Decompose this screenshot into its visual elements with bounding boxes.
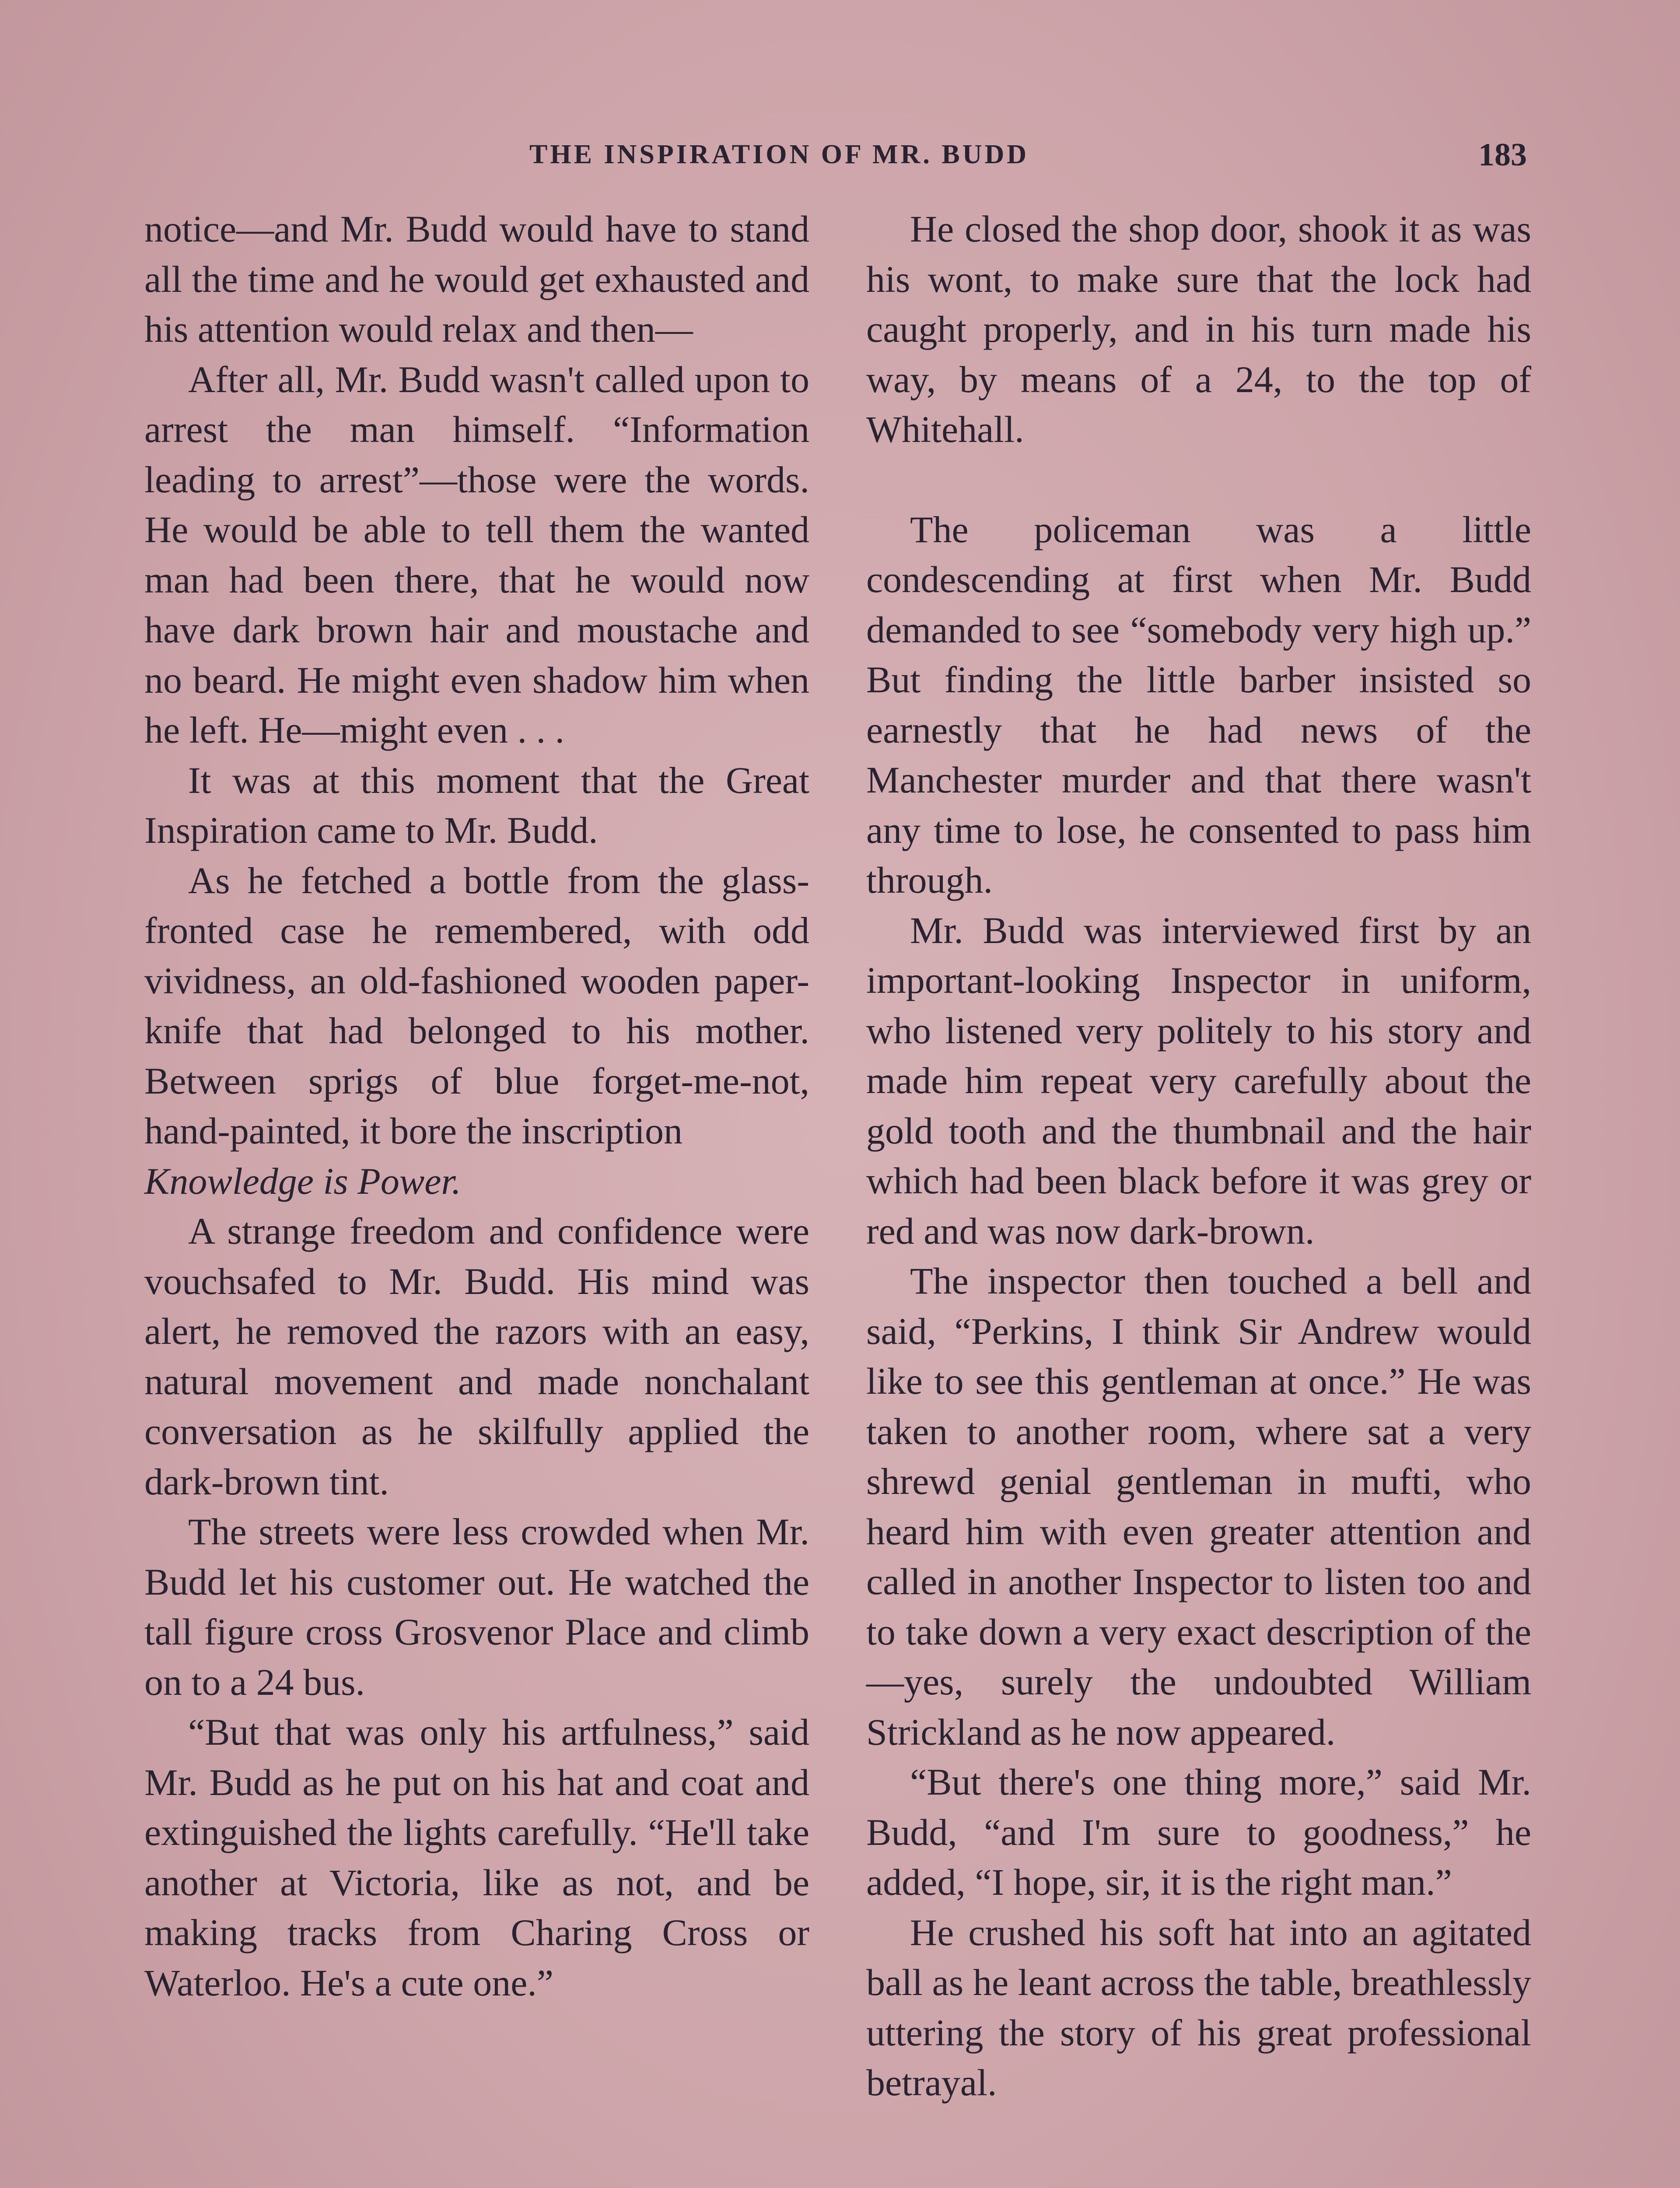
left-column xyxy=(144,204,809,2008)
running-head xyxy=(0,139,1680,174)
paragraph: “But that was only his artfulness,” said Mr. Budd as he put on his hat and coat and extinguished the lights carefully. “He'll take another at Victoria, like as not, and be making tracks from Charing Cross or Waterloo. He's a cute one.” xyxy=(144,1711,809,2004)
paragraph: The inspector then touched a bell and said, “Perkins, I think Sir Andrew would like to see this gentleman at once.” He was taken to another room, where sat a very shrewd genial gentleman in mufti, who heard him with even greater attention and called in another Inspector to listen too and to take down a very exact description of the—yes, surely the undoubted William Strickland as he now appeared. xyxy=(866,1260,1531,1753)
paragraph: notice—and Mr. Budd would have to stand all the time and he would get exhausted and his attention would relax and then— xyxy=(144,208,809,350)
paragraph: A strange freedom and confidence were vouchsafed to Mr. Budd. His mind was alert, he removed the razors with an easy, natural movement and made nonchalant conversation as he skilfully applied the dark-brown tint. xyxy=(144,1210,809,1503)
paragraph: “But there's one thing more,” said Mr. Budd, “and I'm sure to goodness,” he added, “I hope, sir, it is the right man.” xyxy=(866,1761,1531,1903)
paragraph: Mr. Budd was interviewed first by an important-looking Inspector in uniform, who listened very politely to his story and made him repeat very carefully about the gold tooth and the thumbnail and the hair which had been black before it was grey or red and was now dark-brown. xyxy=(866,909,1531,1252)
running-title: THE INSPIRATION OF MR. BUDD xyxy=(529,140,1029,169)
paragraph: He closed the shop door, shook it as was his wont, to make sure that the lock had caught properly, and in his turn made his way, by means of a 24, to the top of Whitehall. xyxy=(866,208,1531,450)
paragraph: The policeman was a little condescending at first when Mr. Budd demanded to see “somebody very high up.” But finding the little barber insisted so earnestly that he had news of the Manchester murder and that there wasn't any time to lose, he consented to pass him through. xyxy=(866,508,1531,901)
paragraph: After all, Mr. Budd wasn't called upon to arrest the man himself. “Information leading to arrest”—those were the words. He would be able to tell them the wanted man had been there, that he would now have dark brown hair and moustache and no beard. He might even shadow him when he left. He—might even . . . xyxy=(144,358,809,751)
inscription-text: Knowledge is Power. xyxy=(144,1160,461,1202)
paragraph: The streets were less crowded when Mr. Budd let his customer out. He watched the tall figure cross Grosvenor Place and climb on to a 24 bus. xyxy=(144,1511,809,1703)
paragraph: It was at this moment that the Great Inspiration came to Mr. Budd. xyxy=(144,759,809,851)
right-column xyxy=(866,204,1531,2108)
paragraph: He crushed his soft hat into an agitated ball as he leant across the table, breathlessly uttering the story of his great professional betrayal. xyxy=(866,1911,1531,2104)
paragraph: As he fetched a bottle from the glass-fronted case he remembered, with odd vividness, an old-fashioned wooden paper-knife that had belonged to his mother. Between sprigs of blue forget-me-not, hand-painted, it bore the inscription xyxy=(144,859,809,1152)
page-number: 183 xyxy=(1478,137,1527,173)
